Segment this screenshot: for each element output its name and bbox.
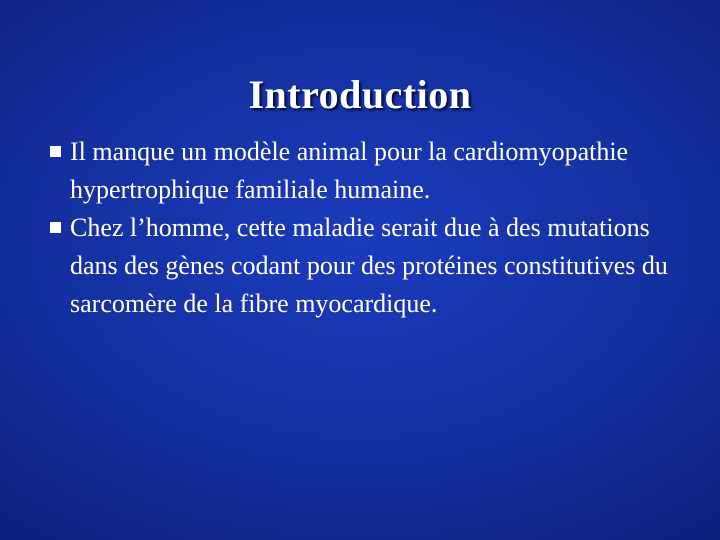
bullet-item bbox=[50, 209, 690, 323]
square-bullet-icon bbox=[50, 222, 61, 233]
slide-title: Introduction bbox=[248, 71, 472, 117]
square-bullet-icon bbox=[50, 146, 61, 157]
bullet-text: Chez l’homme, cette maladie serait due à des mutations dans des gènes codant pour des protéines constitutives du sarcomère de la fibre myocardique. bbox=[70, 213, 668, 318]
bullet-list bbox=[50, 133, 690, 323]
bullet-text: Il manque un modèle animal pour la cardiomyopathie hypertrophique familiale humaine. bbox=[70, 137, 629, 204]
bullet-item bbox=[50, 133, 690, 209]
